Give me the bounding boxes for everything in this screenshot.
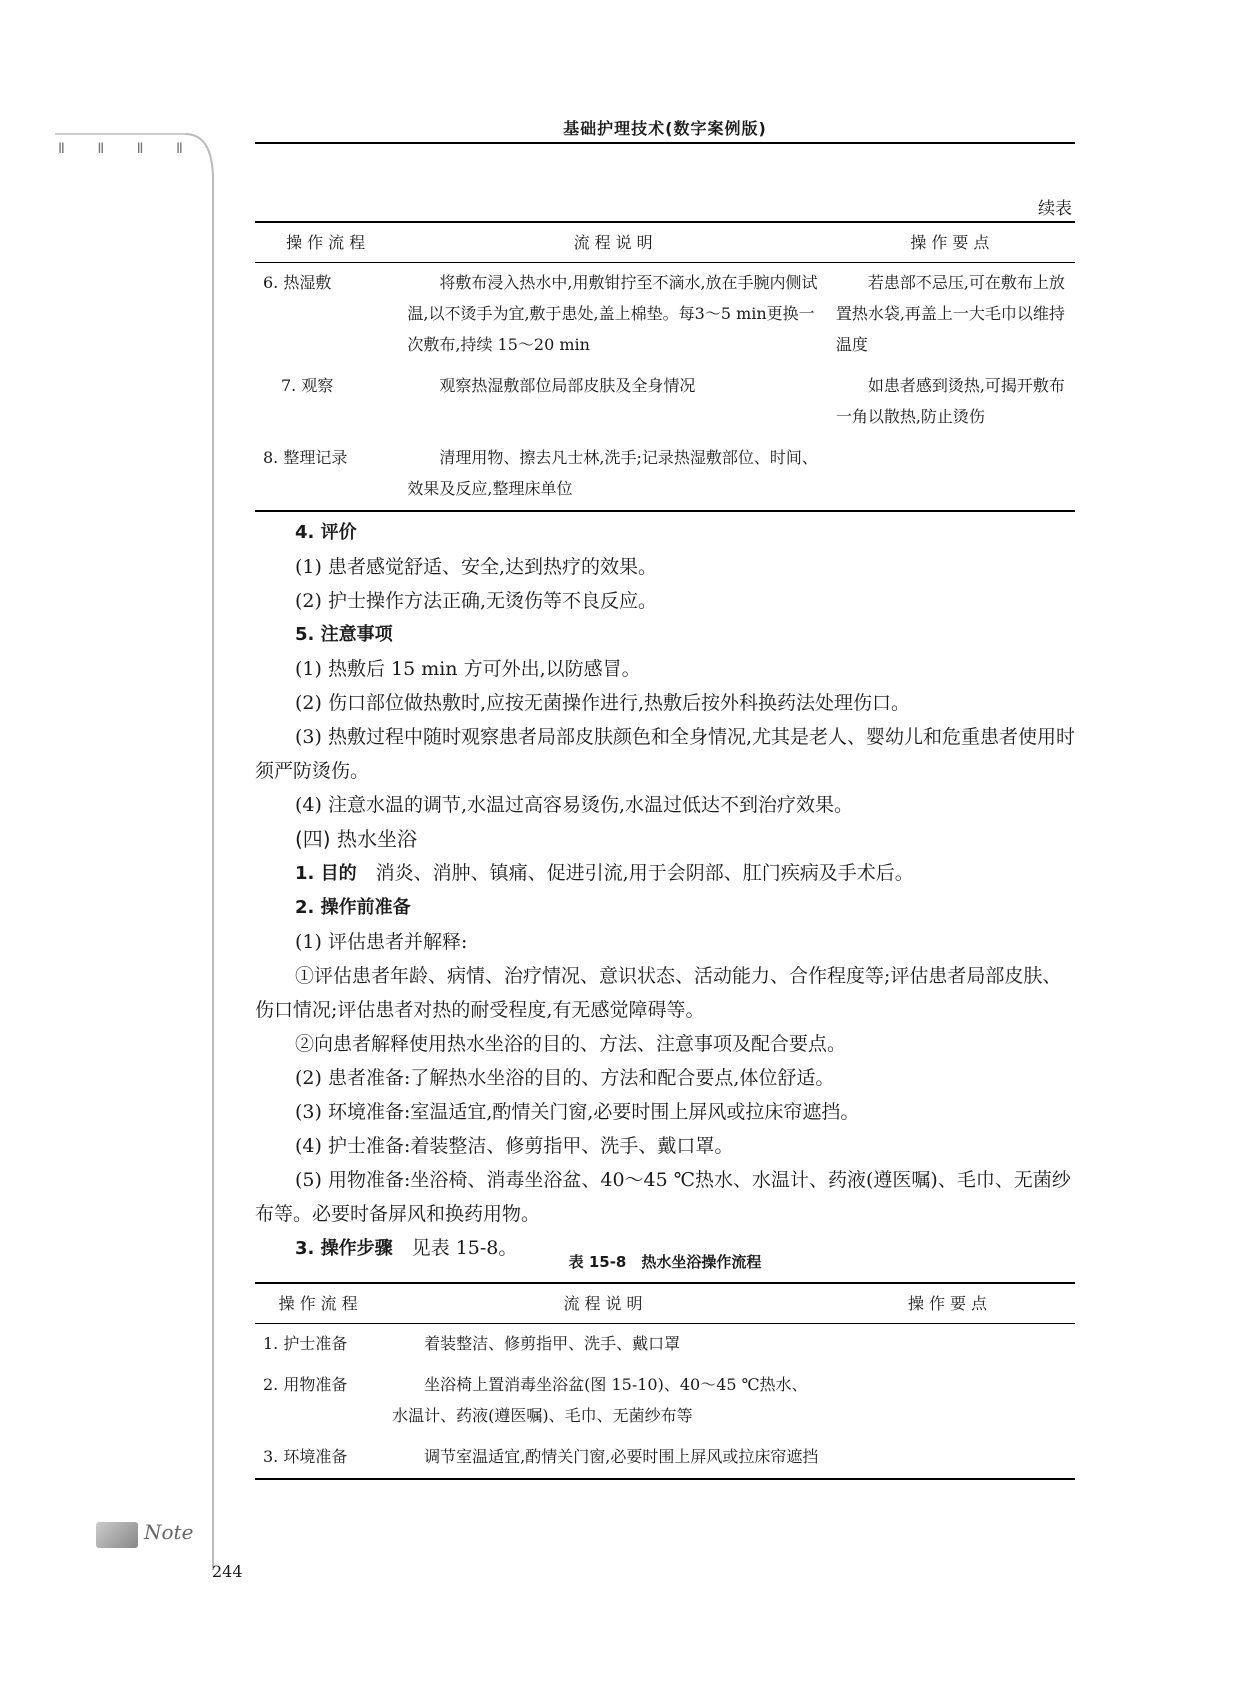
paragraph: ②向患者解释使用热水坐浴的目的、方法、注意事项及配合要点。 [295, 1033, 847, 1055]
paragraph: (3) 热敷过程中随时观察患者局部皮肤颜色和全身情况,尤其是老人、婴幼儿和危重患者使用时须严防烫伤。 [255, 726, 1075, 782]
row-point [825, 1437, 1075, 1479]
row-point: 若患部不忌压,可在敷布上放置热水袋,再盖上一大毛巾以维持温度 [835, 273, 1065, 354]
col-header-point: 操作要点 [830, 222, 1075, 263]
row-desc: 观察热湿敷部位局部皮肤及全身情况 [439, 376, 696, 395]
row-desc: 调节室温适宜,酌情关门窗,必要时围上屏风或拉床帘遮挡 [386, 1437, 825, 1479]
table-row [255, 1437, 1075, 1479]
continued-table [255, 221, 1075, 512]
paragraph: (2) 患者准备:了解热水坐浴的目的、方法和配合要点,体位舒适。 [295, 1067, 835, 1089]
row-step: 1. 护士准备 [263, 1334, 348, 1353]
table-row [255, 1365, 1075, 1437]
paragraph: (4) 注意水温的调节,水温过高容易烫伤,水温过低达不到治疗效果。 [295, 794, 854, 816]
note-book-icon [96, 1522, 138, 1548]
row-step: 8. 整理记录 [255, 438, 401, 511]
section-title: (四) 热水坐浴 [295, 827, 417, 851]
table-row [255, 366, 1075, 438]
col-header-point: 操作要点 [825, 1283, 1075, 1324]
paragraph: (1) 热敷后 15 min 方可外出,以防感冒。 [295, 658, 641, 680]
page-number: 244 [212, 1562, 243, 1581]
note-label: Note [144, 1520, 194, 1544]
table-row [255, 438, 1075, 511]
table-row [255, 263, 1075, 367]
paragraph: (3) 环境准备:室温适宜,酌情关门窗,必要时围上屏风或拉床帘遮挡。 [295, 1101, 860, 1123]
row-point [825, 1365, 1075, 1437]
col-header-step: 操作流程 [255, 1283, 386, 1324]
table-row [255, 1324, 1075, 1366]
row-desc: 清理用物、擦去凡士林,洗手;记录热湿敷部位、时间、效果及反应,整理床单位 [401, 438, 829, 511]
steps-text: 见表 15-8。 [411, 1237, 518, 1259]
table-15-8 [255, 1282, 1075, 1480]
heading-steps: 3. 操作步骤 [295, 1238, 393, 1259]
row-step: 3. 环境准备 [255, 1437, 386, 1479]
running-header: 基础护理技术(数字案例版) [563, 119, 767, 138]
row-step: 7. 观察 [281, 376, 334, 395]
row-desc: 坐浴椅上置消毒坐浴盆(图 15-10)、40～45 ℃热水、水温计、药液(遵医嘱)、毛巾、无菌纱布等 [392, 1375, 808, 1425]
purpose-text: 消炎、消肿、镇痛、促进引流,用于会阴部、肛门疾病及手术后。 [375, 862, 914, 884]
row-point [825, 1324, 1075, 1366]
paragraph: (2) 伤口部位做热敷时,应按无菌操作进行,热敷后按外科换药法处理伤口。 [295, 692, 911, 714]
paragraph: (4) 护士准备:着装整洁、修剪指甲、洗手、戴口罩。 [295, 1135, 734, 1157]
col-header-desc: 流程说明 [386, 1283, 825, 1324]
paragraph: ①评估患者年龄、病情、治疗情况、意识状态、活动能力、合作程度等;评估患者局部皮肤、伤口情况;评估患者对热的耐受程度,有无感觉障碍等。 [255, 965, 1062, 1021]
paragraph: (1) 评估患者并解释: [295, 931, 468, 953]
col-header-desc: 流程说明 [401, 222, 829, 263]
continued-label: 续表 [1038, 199, 1072, 219]
table-caption: 表 15-8 热水坐浴操作流程 [568, 1253, 762, 1271]
heading-notes: 5. 注意事项 [295, 624, 393, 645]
row-point: 如患者感到烫热,可揭开敷布一角以散热,防止烫伤 [835, 376, 1065, 426]
heading-prep: 2. 操作前准备 [295, 897, 411, 918]
paragraph: (2) 护士操作方法正确,无烫伤等不良反应。 [295, 590, 657, 612]
row-desc: 着装整洁、修剪指甲、洗手、戴口罩 [424, 1334, 681, 1353]
row-step: 6. 热湿敷 [263, 273, 332, 292]
row-desc: 将敷布浸入热水中,用敷钳拧至不滴水,放在手腕内侧试温,以不烫手为宜,敷于患处,盖上棉垫。每3～5 min更换一次敷布,持续 15～20 min [407, 273, 818, 354]
heading-evaluation: 4. 评价 [295, 522, 357, 543]
row-point [830, 438, 1075, 511]
col-header-step: 操作流程 [255, 222, 401, 263]
heading-purpose: 1. 目的 [295, 863, 357, 884]
paragraph: (1) 患者感觉舒适、安全,达到热疗的效果。 [295, 556, 657, 578]
paragraph: (5) 用物准备:坐浴椅、消毒坐浴盆、40～45 ℃热水、水温计、药液(遵医嘱)、毛巾、无菌纱布等。必要时备屏风和换药用物。 [255, 1169, 1071, 1225]
body-text [255, 516, 1075, 1266]
row-step: 2. 用物准备 [263, 1375, 348, 1394]
header-rule [255, 142, 1075, 144]
margin-decoration: Ⅱ Ⅱ Ⅱ Ⅱ [58, 141, 197, 157]
margin-curve [55, 120, 225, 1580]
